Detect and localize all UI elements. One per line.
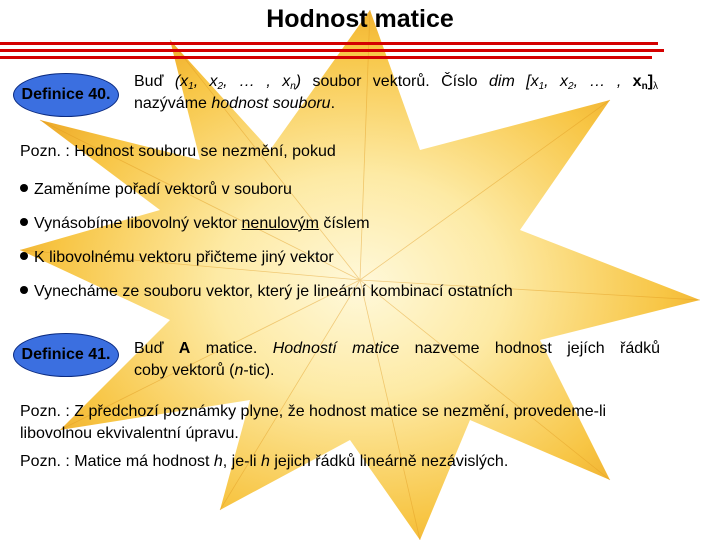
bullet-icon	[20, 252, 28, 260]
bullet-item-2: Vynásobíme libovolný vektor nenulovým číslem	[20, 214, 370, 234]
title-underline-top	[0, 42, 658, 45]
title-underline-middle	[0, 49, 664, 52]
bullet-item-1: Zaměníme pořadí vektorů v souboru	[20, 180, 292, 200]
definition-41-line-2: coby vektorů (n-tic).	[134, 362, 275, 379]
bullet-icon	[20, 286, 28, 294]
definition-41-badge: Definice 41.	[13, 333, 119, 377]
remark-1: Pozn. : Hodnost souboru se nezmění, pokud	[20, 143, 336, 160]
definition-41-line-1: Buď A matice. Hodností matice nazveme hodnost jejích řádků	[134, 340, 661, 357]
bullet-icon	[20, 218, 28, 226]
page-title: Hodnost matice	[266, 5, 454, 33]
bullet-item-3: K libovolnému vektoru přičteme jiný vektor	[20, 248, 334, 268]
bullet-item-4: Vynecháme ze souboru vektor, který je lineární kombinací ostatních	[20, 282, 513, 302]
definition-40-badge: Definice 40.	[13, 73, 119, 117]
remark-3: Pozn. : Matice má hodnost h, je-li h jejich řádků lineárně nezávislých.	[20, 453, 509, 470]
bullet-icon	[20, 184, 28, 192]
remark-2-line-1: Pozn. : Z předchozí poznámky plyne, že hodnost matice se nezmění, provedeme-li	[20, 403, 607, 420]
definition-40-line-1: Buď ($x_1$, $x_2$, … , $x_n$) soubor vektorů. Číslo dim [$x_1$, $x_2$, … , $x_n]_\lambda$	[134, 73, 659, 92]
definition-40-line-2: nazýváme hodnost souboru.	[134, 95, 336, 112]
remark-2-line-2: libovolnou ekvivalentní úpravu.	[20, 425, 239, 442]
title-underline-bottom	[0, 56, 652, 59]
